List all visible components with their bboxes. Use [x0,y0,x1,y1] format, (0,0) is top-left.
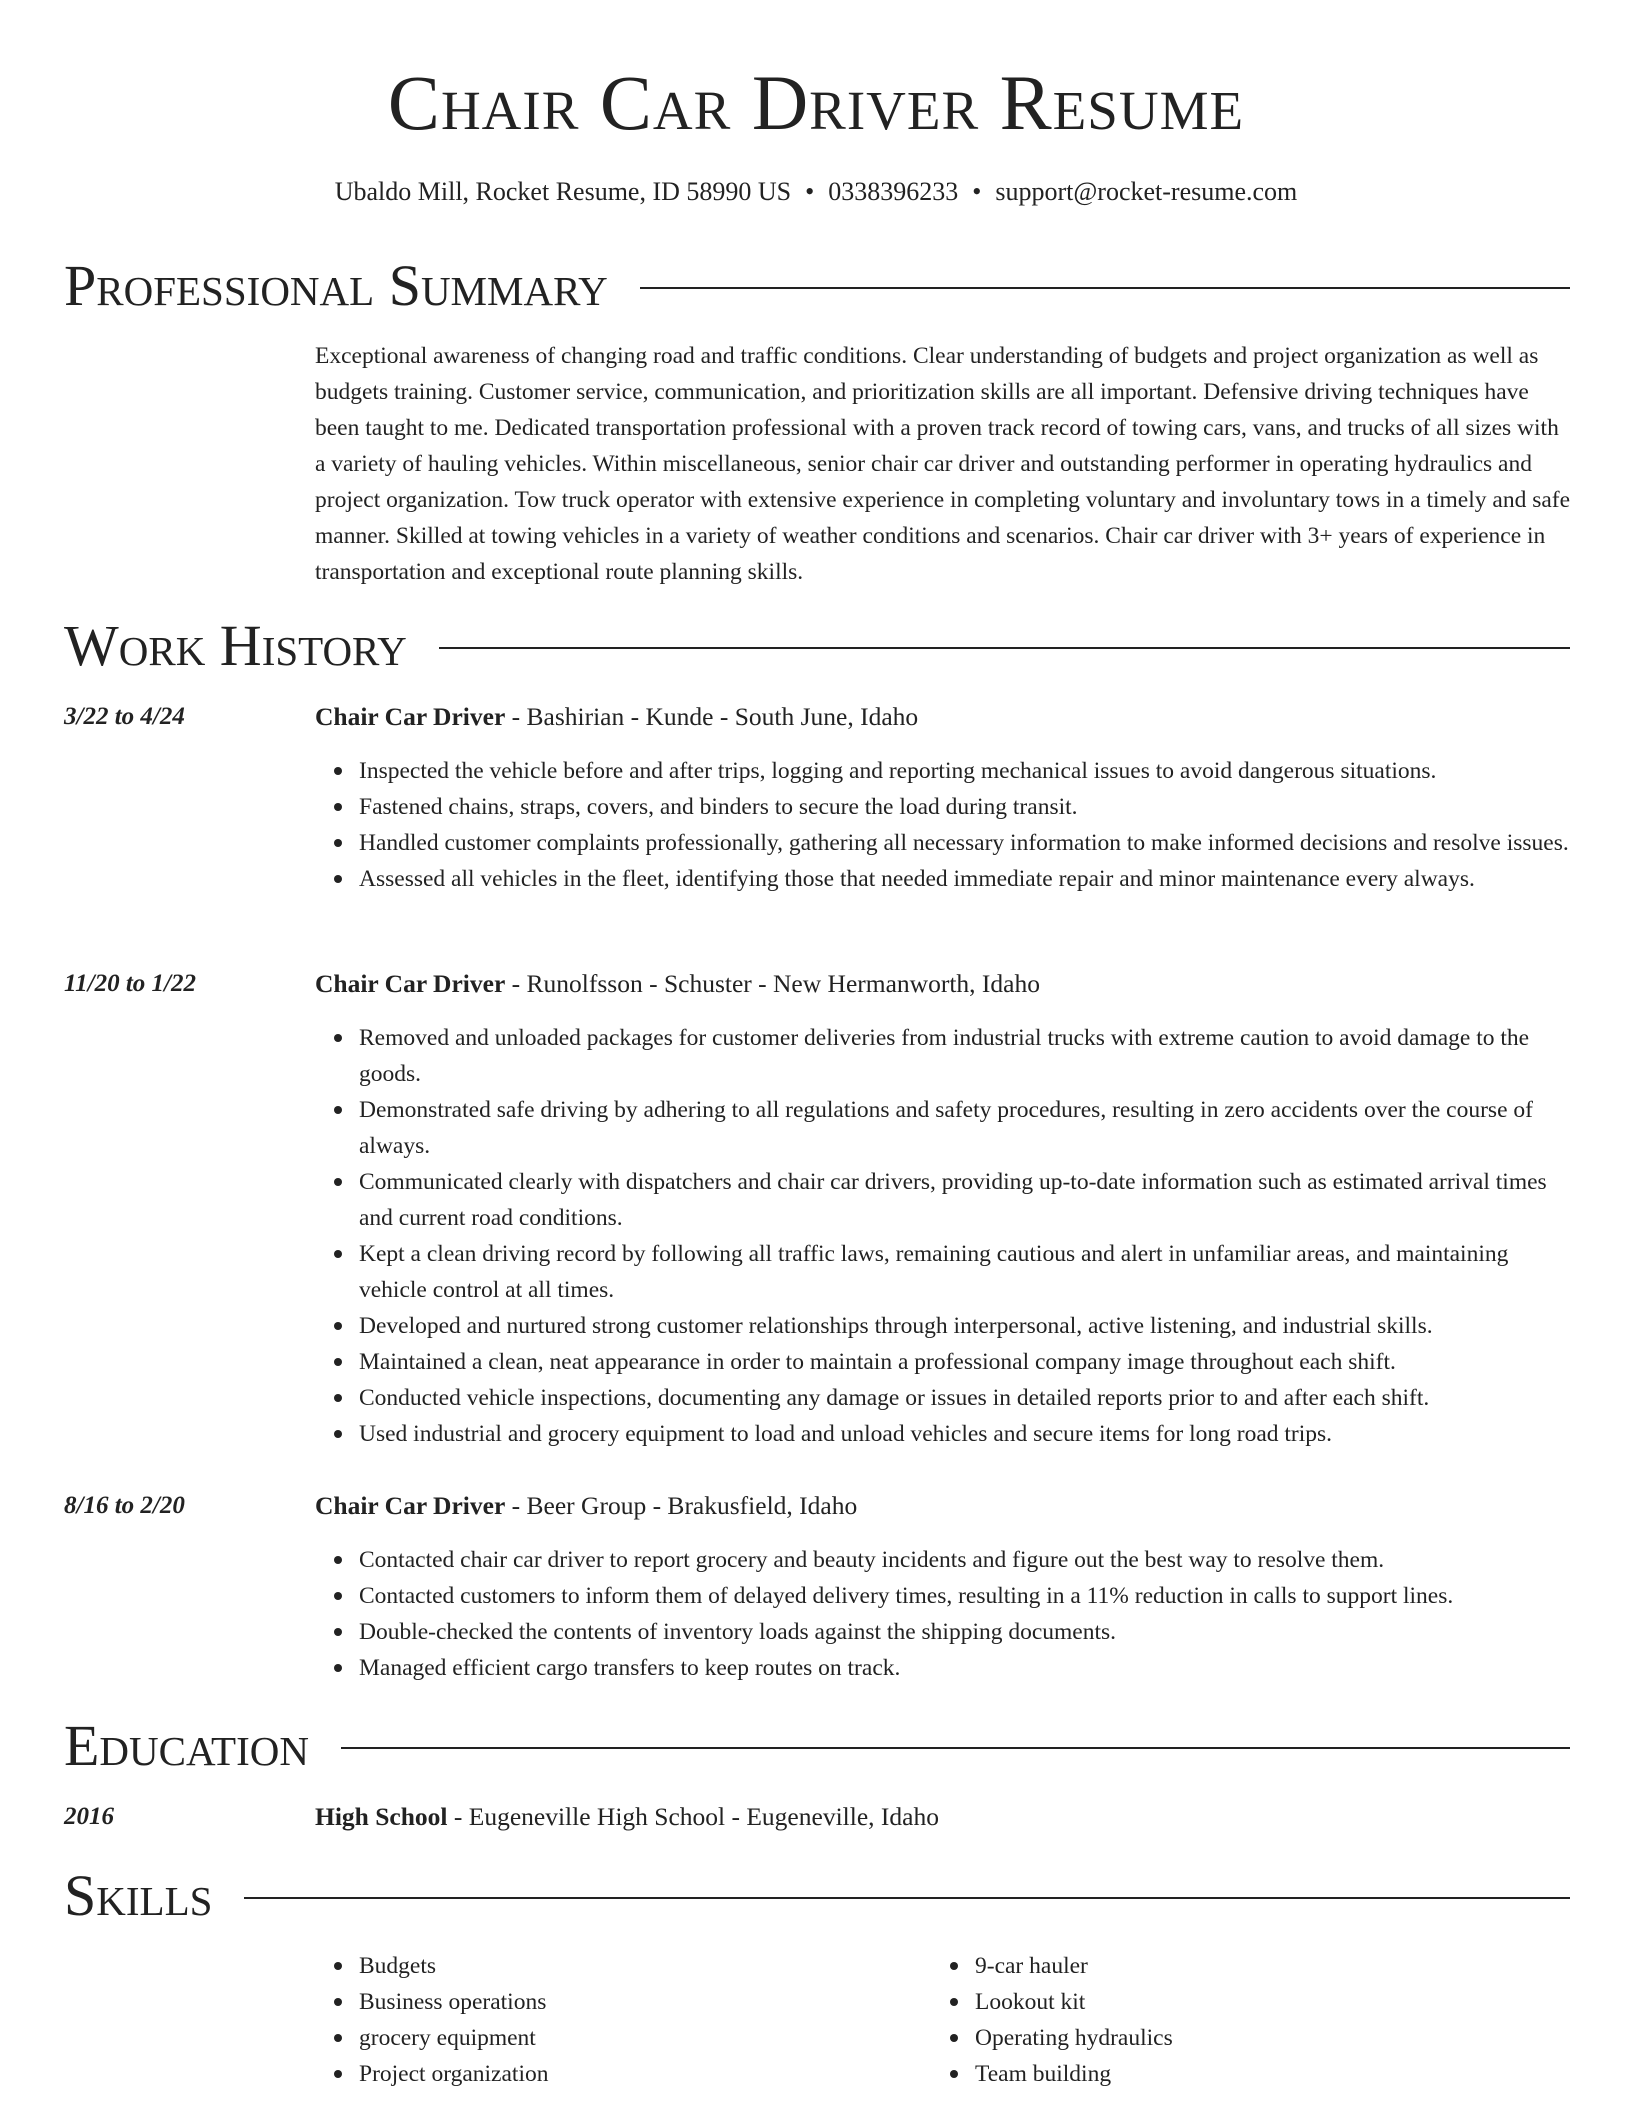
job-bullet: Removed and unloaded packages for customer deliveries from industrial trucks with extreme caution to avoid damage to the goods. [359,1020,1572,1092]
skill-item: Budgets [359,1948,931,1984]
section-education-header [64,1714,1570,1778]
resume-title: Chair Car Driver Resume [387,59,1245,146]
section-heading: Professional Summary [64,253,608,318]
education-degree: High School [315,1802,448,1831]
job-bullet: Developed and nurtured strong customer relationships through interpersonal, active listening, and industrial skills. [359,1308,1572,1344]
job-date: 11/20 to 1/22 [64,970,196,997]
job-date: 3/22 to 4/24 [64,703,185,730]
section-work-header [64,614,1570,678]
section-heading: Work History [64,613,407,678]
contact-address: Ubaldo Mill, Rocket Resume, ID 58990 US [334,177,792,206]
contact-email: support@rocket-resume.com [995,177,1298,206]
section-divider [244,1897,1570,1899]
section-heading: Education [64,1713,309,1778]
job-bullet: Fastened chains, straps, covers, and binders to secure the load during transit. [359,789,1572,825]
section-summary-header [64,254,1570,318]
job-bullet: Maintained a clean, neat appearance in order to maintain a professional company image throughout each shift. [359,1344,1572,1380]
education-school: - Eugeneville High School - Eugeneville, Idaho [447,1802,939,1831]
job-date: 8/16 to 2/20 [64,1492,185,1519]
section-divider [341,1747,1570,1749]
contact-separator: • [972,177,982,206]
contact-separator: • [805,177,815,206]
education-date: 2016 [64,1803,114,1830]
job-employer: - Beer Group - Brakusfield, Idaho [505,1491,858,1520]
job-bullet: Used industrial and grocery equipment to load and unload vehicles and secure items for long road trips. [359,1416,1572,1452]
skill-item: grocery equipment [359,2020,931,2056]
job-bullets [315,1020,1572,1452]
skill-item: Business operations [359,1984,931,2020]
job-bullet: Managed efficient cargo transfers to keep routes on track. [359,1650,1572,1686]
job-bullet: Handled customer complaints professionally, gathering all necessary information to make informed decisions and resolve issues. [359,825,1572,861]
summary-text: Exceptional awareness of changing road and traffic conditions. Clear understanding of budgets and project organization as well as budgets training. Customer service, communication, and prioritization skills are all important. Defensive driving techniques have been taught to me. Dedicated transportation professional with a proven track record of towing cars, vans, and trucks of all sizes with a variety of hauling vehicles. Within miscellaneous, senior chair car driver and outstanding performer in operating hydraulics and project organization. Tow truck operator with extensive experience in completing voluntary and involuntary tows in a timely and safe manner. Skilled at towing vehicles in a variety of weather conditions and scenarios. Chair car driver with 3+ years of experience in transportation and exceptional route planning skills. [315,343,1571,585]
job-employer: - Bashirian - Kunde - South June, Idaho [505,702,919,731]
job-employer: - Runolfsson - Schuster - New Hermanworth, Idaho [505,969,1040,998]
section-skills-header [64,1864,1570,1928]
skill-item: Lookout kit [975,1984,1547,2020]
job-bullet: Contacted chair car driver to report grocery and beauty incidents and figure out the best way to resolve them. [359,1542,1572,1578]
skills-column-left [315,1948,931,2092]
job-bullets [315,1542,1572,1686]
job-heading [315,699,918,735]
education-heading [315,1799,939,1835]
job-bullet: Double-checked the contents of inventory loads against the shipping documents. [359,1614,1572,1650]
job-heading [315,966,1040,1002]
section-divider [640,287,1570,289]
job-bullet: Demonstrated safe driving by adhering to all regulations and safety procedures, resulting in zero accidents over the course of always. [359,1092,1572,1164]
job-bullets [315,753,1572,897]
job-bullet: Conducted vehicle inspections, documenting any damage or issues in detailed reports prior to and after each shift. [359,1380,1572,1416]
skill-item: 9-car hauler [975,1948,1547,1984]
job-title: Chair Car Driver [315,969,506,998]
skill-item: Team building [975,2056,1547,2092]
job-bullet: Inspected the vehicle before and after trips, logging and reporting mechanical issues to avoid dangerous situations. [359,753,1572,789]
job-bullet: Kept a clean driving record by following all traffic laws, remaining cautious and alert in unfamiliar areas, and maintaining vehicle control at all times. [359,1236,1572,1308]
skills-list [315,1948,1572,2092]
job-heading [315,1488,857,1524]
job-bullet: Assessed all vehicles in the fleet, identifying those that needed immediate repair and minor maintenance every always. [359,861,1572,897]
contact-phone: 0338396233 [828,177,959,206]
section-divider [439,647,1570,649]
contact-line [0,174,1632,210]
skills-column-right [931,1948,1547,2092]
skill-item: Project organization [359,2056,931,2092]
skill-item: Operating hydraulics [975,2020,1547,2056]
job-bullet: Contacted customers to inform them of delayed delivery times, resulting in a 11% reduction in calls to support lines. [359,1578,1572,1614]
job-title: Chair Car Driver [315,702,506,731]
job-bullet: Communicated clearly with dispatchers and chair car drivers, providing up-to-date information such as estimated arrival times and current road conditions. [359,1164,1572,1236]
section-heading: Skills [64,1863,213,1928]
job-title: Chair Car Driver [315,1491,506,1520]
